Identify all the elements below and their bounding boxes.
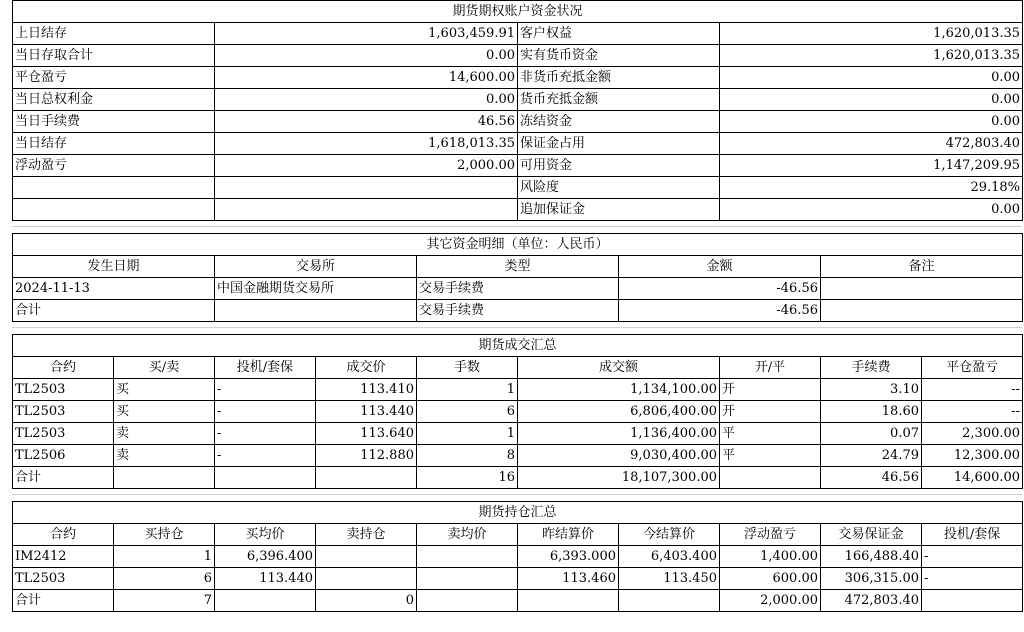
account-row xyxy=(13,89,1023,111)
account-item-value: 0.00 xyxy=(215,89,518,111)
table-cell xyxy=(619,590,720,612)
table-cell xyxy=(215,467,316,489)
table-cell: 6 xyxy=(417,401,518,423)
table-cell: 卖 xyxy=(114,445,215,467)
column-header: 手数 xyxy=(417,357,518,379)
table-cell: 买 xyxy=(114,401,215,423)
table-row xyxy=(13,300,1023,322)
account-item-label: 货币充抵金额 xyxy=(518,89,720,111)
table-cell: IM2412 xyxy=(13,546,114,568)
table-cell: 46.56 xyxy=(821,467,922,489)
table-cell: TL2503 xyxy=(13,568,114,590)
table-cell: TL2503 xyxy=(13,379,114,401)
account-row xyxy=(13,67,1023,89)
table-cell: 平 xyxy=(720,445,821,467)
account-row xyxy=(13,133,1023,155)
table-cell: 113.460 xyxy=(518,568,619,590)
table-cell: 2,000.00 xyxy=(720,590,821,612)
table-cell: 6,396.400 xyxy=(215,546,316,568)
account-item-value: 472,803.40 xyxy=(720,133,1023,155)
table-cell xyxy=(417,568,518,590)
table-cell: 6,806,400.00 xyxy=(518,401,720,423)
table-cell: 1 xyxy=(114,546,215,568)
table-row xyxy=(13,278,1023,300)
column-header: 开/平 xyxy=(720,357,821,379)
account-item-label: 客户权益 xyxy=(518,23,720,45)
account-row xyxy=(13,111,1023,133)
account-item-value: 0.00 xyxy=(720,199,1023,221)
table-cell: 7 xyxy=(114,590,215,612)
table-cell: 113.440 xyxy=(215,568,316,590)
trade-summary-table xyxy=(12,334,1023,489)
table-cell: 合计 xyxy=(13,300,215,322)
account-row xyxy=(13,177,1023,199)
table-cell: 113.410 xyxy=(316,379,417,401)
table-cell xyxy=(518,590,619,612)
other-fund-title: 其它资金明细（单位：人民币） xyxy=(13,234,1023,256)
table-cell: 18,107,300.00 xyxy=(518,467,720,489)
table-cell: 1,136,400.00 xyxy=(518,423,720,445)
table-cell xyxy=(922,590,1023,612)
table-cell xyxy=(215,590,316,612)
column-header: 买均价 xyxy=(215,524,316,546)
table-cell: - xyxy=(922,568,1023,590)
table-cell: 6 xyxy=(114,568,215,590)
account-item-value: 0.00 xyxy=(720,67,1023,89)
other-fund-table xyxy=(12,233,1023,322)
table-cell: 3.10 xyxy=(821,379,922,401)
table-cell: 9,030,400.00 xyxy=(518,445,720,467)
table-cell: 113.440 xyxy=(316,401,417,423)
column-header: 投机/套保 xyxy=(215,357,316,379)
table-cell: TL2503 xyxy=(13,401,114,423)
table-cell xyxy=(821,300,1023,322)
table-cell: 1 xyxy=(417,379,518,401)
table-cell: 买 xyxy=(114,379,215,401)
table-cell: 中国金融期货交易所 xyxy=(215,278,417,300)
table-cell: 16 xyxy=(417,467,518,489)
table-cell: 0 xyxy=(316,590,417,612)
table-row xyxy=(13,568,1023,590)
table-cell: 合计 xyxy=(13,467,114,489)
table-cell: -46.56 xyxy=(619,300,821,322)
table-cell: - xyxy=(215,423,316,445)
table-row xyxy=(13,445,1023,467)
table-cell: 交易手续费 xyxy=(417,300,619,322)
column-header: 平仓盈亏 xyxy=(922,357,1023,379)
account-row xyxy=(13,23,1023,45)
table-cell: 6,403.400 xyxy=(619,546,720,568)
position-summary-rows xyxy=(13,546,1023,612)
table-cell: 113.450 xyxy=(619,568,720,590)
table-cell xyxy=(821,278,1023,300)
table-cell: 卖 xyxy=(114,423,215,445)
table-cell: -46.56 xyxy=(619,278,821,300)
table-cell xyxy=(316,568,417,590)
account-item-label: 平仓盈亏 xyxy=(13,67,215,89)
table-cell: 113.640 xyxy=(316,423,417,445)
column-header: 金额 xyxy=(619,256,821,278)
table-cell: - xyxy=(215,401,316,423)
table-cell: 18.60 xyxy=(821,401,922,423)
account-item-label: 实有货币资金 xyxy=(518,45,720,67)
column-header: 卖持仓 xyxy=(316,524,417,546)
account-item-value: 29.18% xyxy=(720,177,1023,199)
table-cell: 112.880 xyxy=(316,445,417,467)
account-item-label: 浮动盈亏 xyxy=(13,155,215,177)
account-item-value: 0.00 xyxy=(720,89,1023,111)
table-cell: 1,134,100.00 xyxy=(518,379,720,401)
table-cell: 12,300.00 xyxy=(922,445,1023,467)
table-row xyxy=(13,590,1023,612)
other-fund-header-row xyxy=(13,256,1023,278)
table-cell: - xyxy=(215,445,316,467)
section-divider xyxy=(12,322,1022,334)
column-header: 成交价 xyxy=(316,357,417,379)
account-item-label: 上日结存 xyxy=(13,23,215,45)
table-cell: 166,488.40 xyxy=(821,546,922,568)
table-cell: 开 xyxy=(720,379,821,401)
account-item-value: 1,603,459.91 xyxy=(215,23,518,45)
table-row xyxy=(13,546,1023,568)
column-header: 卖均价 xyxy=(417,524,518,546)
column-header: 今结算价 xyxy=(619,524,720,546)
table-row xyxy=(13,423,1023,445)
column-header: 合约 xyxy=(13,524,114,546)
account-item-label: 风险度 xyxy=(518,177,720,199)
account-row xyxy=(13,199,1023,221)
account-item-value xyxy=(215,199,518,221)
table-cell: TL2503 xyxy=(13,423,114,445)
column-header: 买持仓 xyxy=(114,524,215,546)
table-cell: -- xyxy=(922,379,1023,401)
account-item-value: 1,618,013.35 xyxy=(215,133,518,155)
trade-summary-header-row xyxy=(13,357,1023,379)
column-header: 投机/套保 xyxy=(922,524,1023,546)
account-row xyxy=(13,45,1023,67)
section-divider xyxy=(12,489,1022,501)
table-cell: 8 xyxy=(417,445,518,467)
account-item-value: 46.56 xyxy=(215,111,518,133)
account-item-value: 0.00 xyxy=(720,111,1023,133)
table-cell: 306,315.00 xyxy=(821,568,922,590)
table-cell: 0.07 xyxy=(821,423,922,445)
table-row xyxy=(13,467,1023,489)
account-row xyxy=(13,155,1023,177)
trade-summary-rows xyxy=(13,379,1023,489)
table-cell xyxy=(316,546,417,568)
table-cell: 2024-11-13 xyxy=(13,278,215,300)
column-header: 浮动盈亏 xyxy=(720,524,821,546)
table-cell xyxy=(417,590,518,612)
table-cell: 2,300.00 xyxy=(922,423,1023,445)
column-header: 昨结算价 xyxy=(518,524,619,546)
account-item-label: 冻结资金 xyxy=(518,111,720,133)
table-cell xyxy=(114,467,215,489)
account-status-rows xyxy=(13,23,1023,221)
column-header: 交易所 xyxy=(215,256,417,278)
position-summary-header-row xyxy=(13,524,1023,546)
table-row xyxy=(13,401,1023,423)
account-status-title: 期货期权账户资金状况 xyxy=(13,1,1023,23)
column-header: 买/卖 xyxy=(114,357,215,379)
column-header: 发生日期 xyxy=(13,256,215,278)
column-header: 交易保证金 xyxy=(821,524,922,546)
trade-summary-title: 期货成交汇总 xyxy=(13,335,1023,357)
other-fund-rows xyxy=(13,278,1023,322)
account-item-label xyxy=(13,199,215,221)
column-header: 备注 xyxy=(821,256,1023,278)
table-cell: 交易手续费 xyxy=(417,278,619,300)
account-item-label xyxy=(13,177,215,199)
table-cell: - xyxy=(215,379,316,401)
table-cell: -- xyxy=(922,401,1023,423)
table-cell: - xyxy=(922,546,1023,568)
account-item-label: 非货币充抵金额 xyxy=(518,67,720,89)
account-item-label: 当日总权利金 xyxy=(13,89,215,111)
table-cell xyxy=(316,467,417,489)
account-item-value: 0.00 xyxy=(215,45,518,67)
section-divider xyxy=(12,221,1022,233)
table-cell: 6,393.000 xyxy=(518,546,619,568)
position-summary-table xyxy=(12,501,1023,612)
account-item-value: 1,620,013.35 xyxy=(720,45,1023,67)
table-cell: 开 xyxy=(720,401,821,423)
account-item-value: 14,600.00 xyxy=(215,67,518,89)
column-header: 合约 xyxy=(13,357,114,379)
table-cell: 472,803.40 xyxy=(821,590,922,612)
account-item-label: 当日手续费 xyxy=(13,111,215,133)
table-cell: 1,400.00 xyxy=(720,546,821,568)
table-cell xyxy=(417,546,518,568)
table-cell: 14,600.00 xyxy=(922,467,1023,489)
account-item-label: 当日存取合计 xyxy=(13,45,215,67)
table-cell: TL2506 xyxy=(13,445,114,467)
account-item-label: 追加保证金 xyxy=(518,199,720,221)
column-header: 类型 xyxy=(417,256,619,278)
table-cell: 600.00 xyxy=(720,568,821,590)
account-item-value: 1,147,209.95 xyxy=(720,155,1023,177)
table-cell: 1 xyxy=(417,423,518,445)
column-header: 成交额 xyxy=(518,357,720,379)
position-summary-title: 期货持仓汇总 xyxy=(13,502,1023,524)
table-cell xyxy=(720,467,821,489)
table-cell: 合计 xyxy=(13,590,114,612)
account-item-value: 2,000.00 xyxy=(215,155,518,177)
account-item-label: 可用资金 xyxy=(518,155,720,177)
account-item-label: 保证金占用 xyxy=(518,133,720,155)
table-cell xyxy=(215,300,417,322)
account-status-table xyxy=(12,0,1023,221)
account-item-value: 1,620,013.35 xyxy=(720,23,1023,45)
account-item-label: 当日结存 xyxy=(13,133,215,155)
table-cell: 平 xyxy=(720,423,821,445)
statement-sheet xyxy=(12,0,1022,612)
account-item-value xyxy=(215,177,518,199)
table-cell: 24.79 xyxy=(821,445,922,467)
column-header: 手续费 xyxy=(821,357,922,379)
table-row xyxy=(13,379,1023,401)
